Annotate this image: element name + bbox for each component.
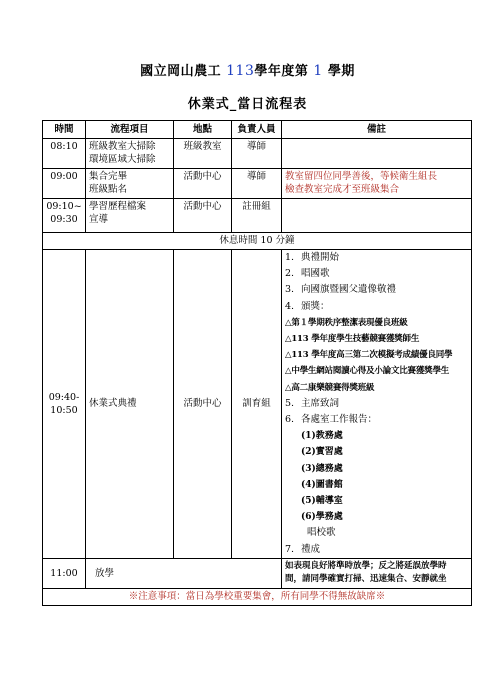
school-year: 113 (226, 63, 255, 79)
list-item: 唱校歌 (307, 527, 336, 539)
year-suffix: 學年度第 (254, 64, 309, 79)
item-cell: 休業式典禮 (86, 250, 174, 559)
item-cell: 班級教室大掃除 環境區域大掃除 (86, 139, 174, 169)
place-cell: 班級教室 (174, 139, 232, 169)
place-cell: 活動中心 (174, 199, 232, 233)
break-text: 休息時間 10 分鐘 (43, 233, 472, 250)
list-item: 7. 禮成 (285, 543, 321, 555)
break-row (43, 233, 472, 250)
office-item: (1)教務處 (301, 431, 343, 442)
time-cell: 11:00 (43, 558, 86, 588)
office-item: (5)輔導室 (301, 496, 343, 507)
term-number: 1 (313, 63, 323, 79)
time-cell: 08:10 (43, 139, 86, 169)
table-row (43, 169, 472, 199)
place-cell: 活動中心 (174, 169, 232, 199)
note-cell (282, 139, 472, 169)
person-cell: 導師 (232, 139, 282, 169)
person-cell: 導師 (232, 169, 282, 199)
award-item: △中學生網站閱讀心得及小論文比賽獲獎學生 (285, 366, 450, 377)
award-item: △第１學期秩序整潔表現優良班級 (285, 317, 408, 328)
table-row (43, 139, 472, 169)
page-title (0, 60, 495, 79)
dismiss-row (43, 558, 472, 588)
note-cell (282, 199, 472, 233)
note-cell: 教室留四位同學善後，等候衛生組長 檢查教室完成才至班級集合 (282, 169, 472, 199)
item-cell: 集合完畢 班級點名 (86, 169, 174, 199)
program-list (285, 250, 468, 558)
office-item: (3)總務處 (301, 463, 343, 474)
ceremony-row (43, 250, 472, 559)
place-cell: 活動中心 (174, 250, 232, 559)
schedule-table (42, 120, 472, 606)
note-cell: 如表現良好將準時放學；反之將延誤放學時 間，請同學確實打掃、迅速集合、安靜就坐 (282, 558, 472, 588)
notice-text: ※注意事項：當日為學校重要集會，所有同學不得無故缺席※ (43, 588, 472, 605)
award-item: △113 學年度學生技藝競賽獲獎師生 (285, 334, 420, 345)
page-subtitle: 休業式_當日流程表 (187, 97, 308, 112)
program-cell (282, 250, 472, 559)
office-item: (6)學務處 (301, 512, 343, 523)
term-suffix: 學期 (327, 64, 355, 79)
award-item: △高二康樂競賽得獎班級 (285, 382, 375, 393)
person-cell: 訓育組 (232, 250, 282, 559)
table-header-row (43, 121, 472, 139)
list-item: 1. 典禮開始 (285, 252, 340, 263)
person-cell: 註冊組 (232, 199, 282, 233)
column-header: 時間 (43, 121, 86, 139)
table-row (43, 199, 472, 233)
office-item: (4)圖書館 (301, 479, 343, 490)
column-header: 負責人員 (232, 121, 282, 139)
school-name: 國立岡山農工 (140, 64, 222, 79)
column-header: 流程項目 (86, 121, 174, 139)
list-item: 5. 主席致詞 (285, 397, 340, 409)
item-cell: 學習歷程檔案 宣導 (86, 199, 174, 233)
office-item: (2)實習處 (301, 447, 343, 458)
list-item: 4. 頒獎： (285, 300, 330, 312)
list-item: 6. 各處室工作報告： (285, 414, 378, 426)
column-header: 備註 (282, 121, 472, 139)
list-item: 2. 唱國歌 (285, 268, 330, 280)
time-cell: 09:10~ 09:30 (43, 199, 86, 233)
time-cell: 09:40- 10:50 (43, 250, 86, 559)
column-header: 地點 (174, 121, 232, 139)
award-item: △113 學年度高三第二次模擬考成績優良同學 (285, 350, 453, 361)
item-cell: 放學 (86, 558, 282, 588)
time-cell: 09:00 (43, 169, 86, 199)
list-item: 3. 向國旗暨國父遺像敬禮 (285, 284, 397, 296)
notice-row (43, 588, 472, 605)
